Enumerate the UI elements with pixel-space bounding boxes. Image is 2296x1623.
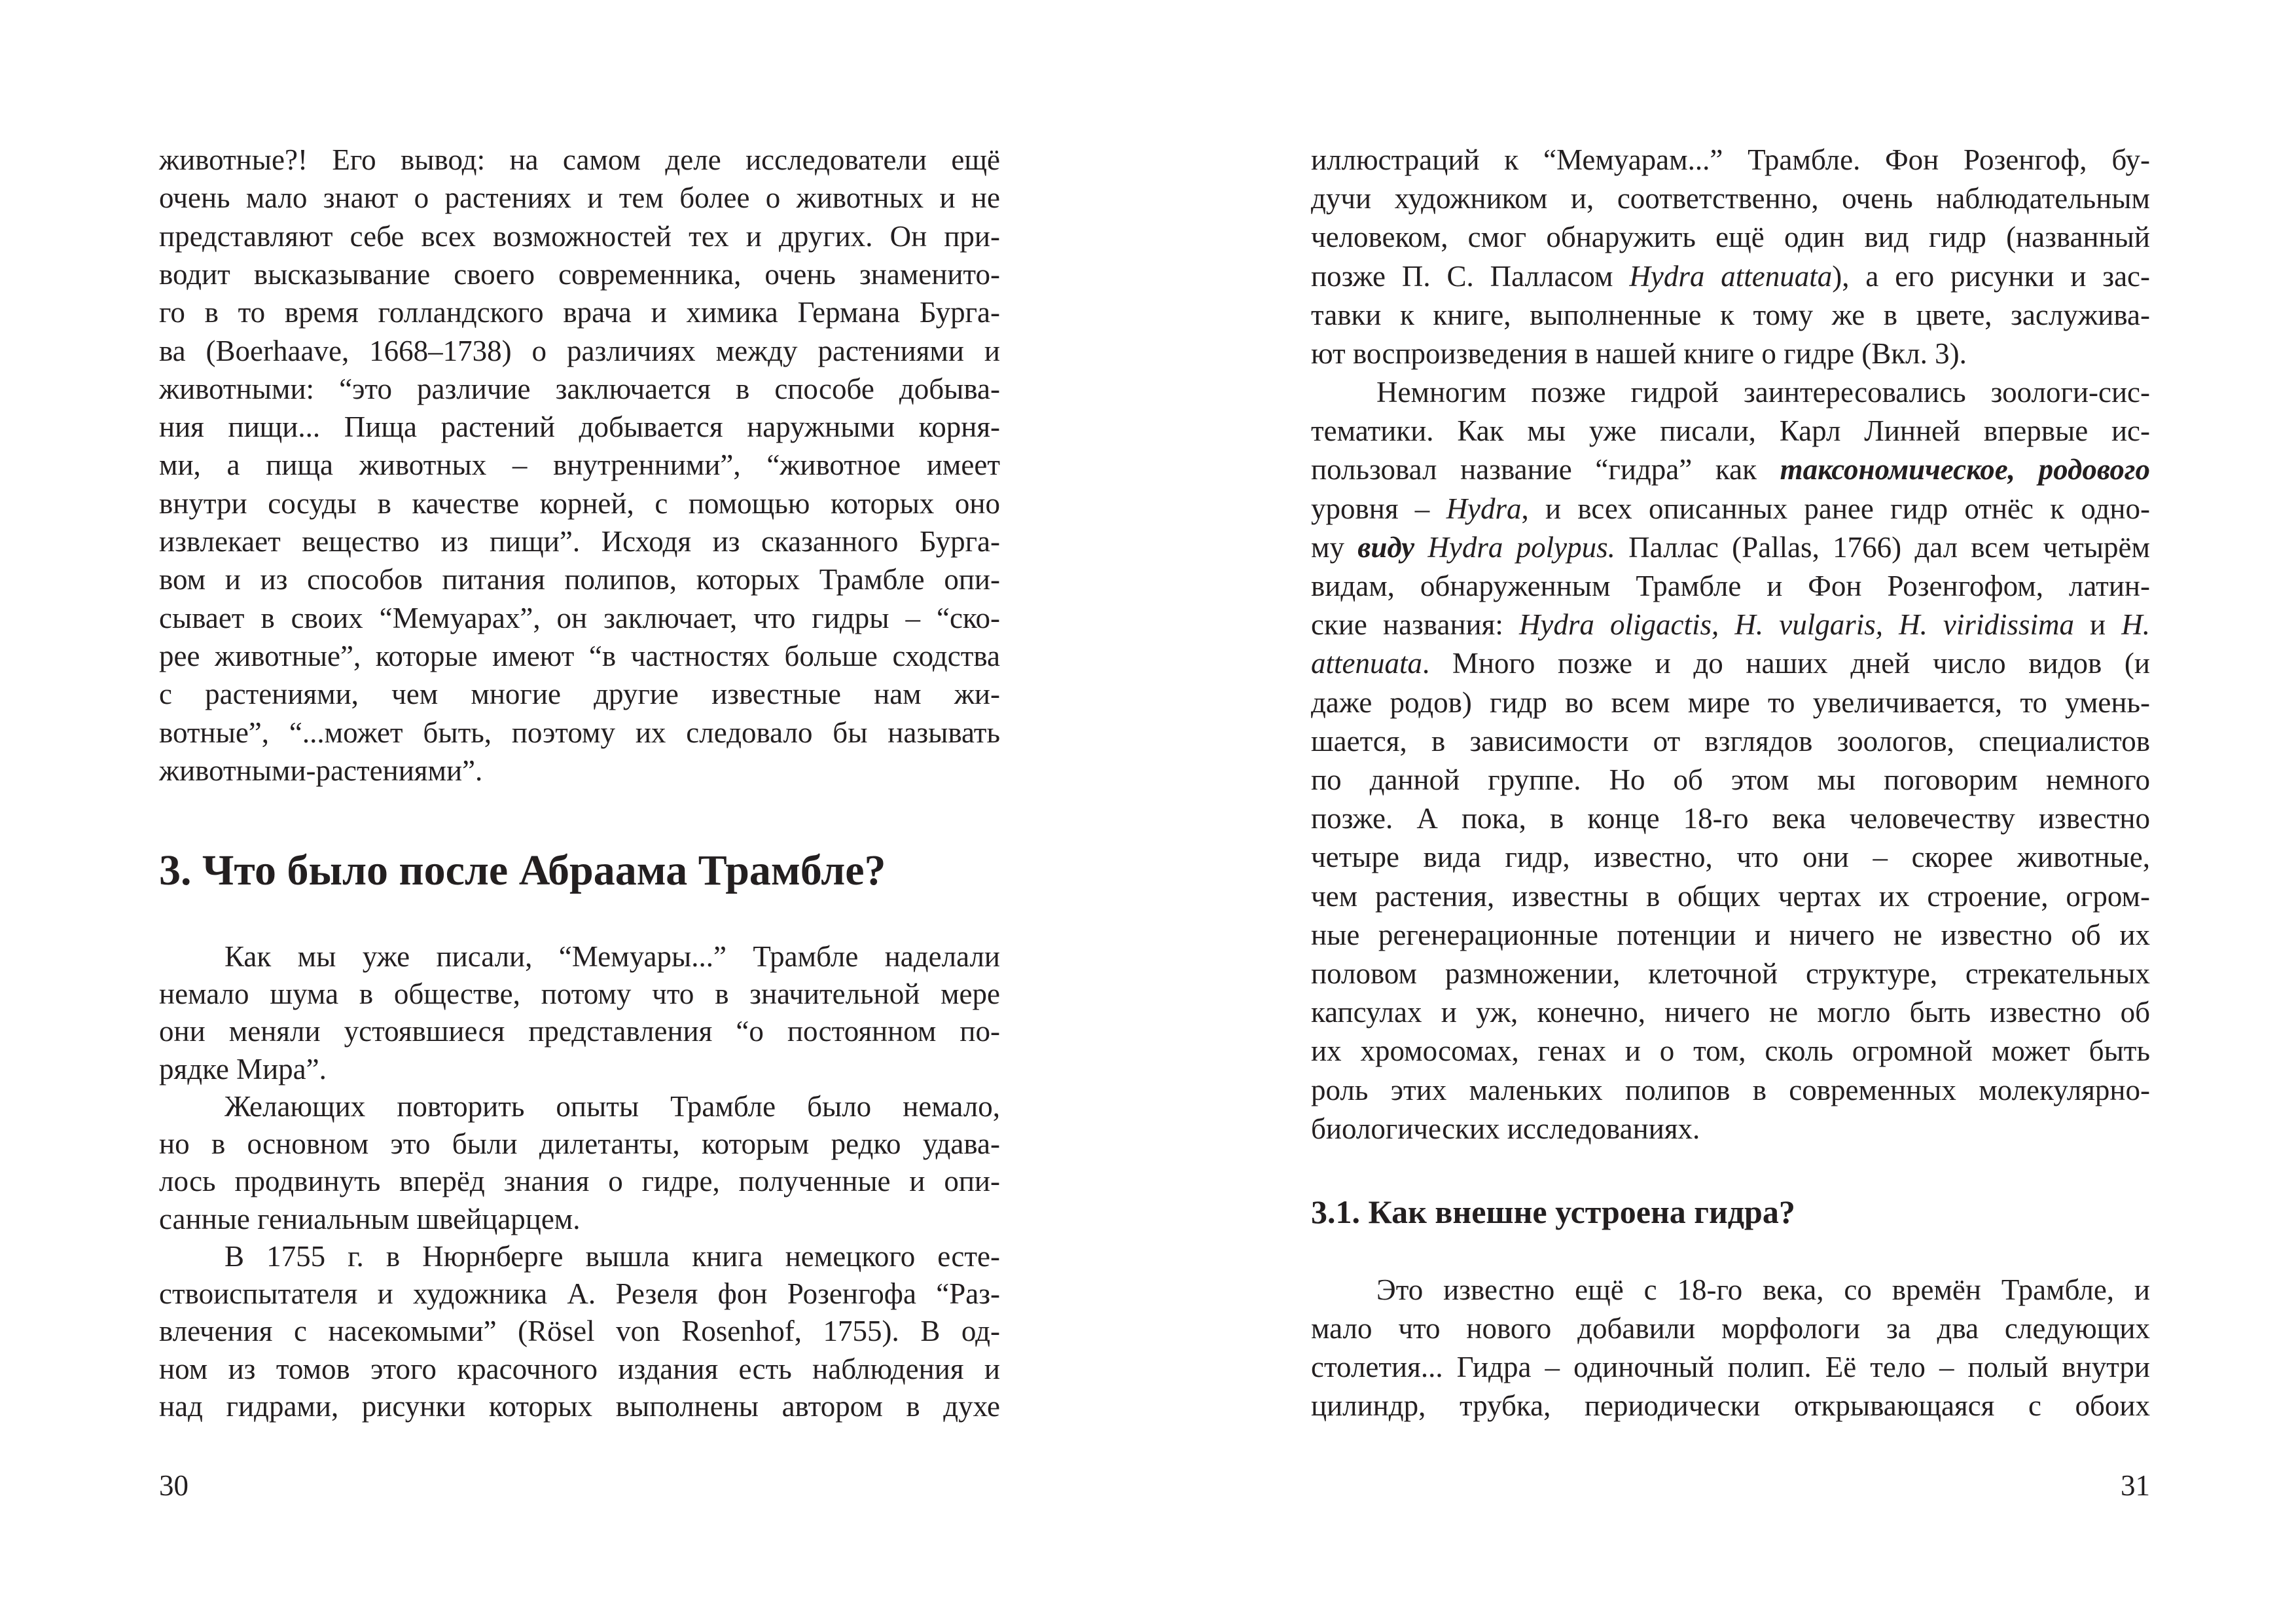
text-run: вом и из способов питания полипов, которых Трамбле опи- — [159, 563, 1000, 596]
text-run: санные гениальным швейцарцем. — [159, 1202, 581, 1235]
text-run: тавки к книге, выполненные к тому же в цвете, заслужива- — [1311, 298, 2150, 331]
bold-italic-text: таксономическое, родового — [1780, 453, 2150, 486]
text-line — [159, 714, 1000, 752]
text-run: иллюстраций к “Мемуарам...” Трамбле. Фон Розенгоф, бу- — [1311, 143, 2150, 176]
text-run: человеком, смог обнаружить ещё один вид гидр (названный — [1311, 221, 2150, 254]
text-run: ют воспроизведения в нашей книге о гидре (Вкл. 3). — [1311, 337, 1967, 370]
text-line — [1311, 1309, 2150, 1347]
text-line — [159, 1275, 1000, 1313]
text-run: видам, обнаруженным Трамбле и Фон Розенгофом, латин- — [1311, 570, 2150, 602]
text-run: ва (Boerhaave, 1668–1738) о различиях между растениями и — [159, 334, 1000, 367]
text-run: ном из томов этого красочного издания есть наблюдения и — [159, 1352, 1000, 1385]
text-line — [159, 1050, 1000, 1088]
text-run: дучи художником и, соответственно, очень наблюдательным — [1311, 182, 2150, 215]
italic-text: Hydra oligactis, H. vulgaris, H. viridissima — [1518, 608, 2074, 642]
text-run: животные?! Его вывод: на самом деле исследователи ещё — [159, 143, 1000, 176]
text-line — [159, 637, 1000, 675]
text-run: Как мы уже писали, “Мемуары...” Трамбле наделали — [224, 940, 1000, 973]
text-run: пользовал название “гидра” как — [1311, 453, 1780, 486]
text-run: ские названия: — [1311, 608, 1519, 642]
text-line — [224, 938, 1000, 976]
text-line — [159, 179, 1000, 217]
text-line — [1311, 722, 2150, 760]
text-run: роль этих маленьких полипов в современных молекулярно- — [1311, 1073, 2150, 1106]
text-run: по данной группе. Но об этом мы поговорим немного — [1311, 763, 2150, 796]
text-line — [1311, 179, 2150, 217]
text-run: животными-растениями”. — [159, 754, 483, 787]
text-line — [159, 1312, 1000, 1350]
text-line — [159, 522, 1000, 560]
text-run: уровня – — [1311, 492, 1446, 525]
text-line — [224, 1087, 1000, 1125]
text-run: капсулах и уж, конечно, ничего не могло быть известно об — [1311, 996, 2150, 1029]
text-line — [1311, 567, 2150, 605]
text-run: му — [1311, 530, 1358, 564]
text-line — [1311, 799, 2150, 837]
text-run: столетия... Гидра – одиночный полип. Её тело – полый внутри — [1311, 1351, 2150, 1383]
text-line — [1311, 606, 2150, 644]
text-line — [1311, 141, 2150, 179]
text-run — [1414, 531, 1427, 564]
subsection-heading: 3.1. Как внешне устроена гидра? — [1311, 1194, 1795, 1230]
text-run: влечения с насекомыми” (Rösel von Rosenhof, 1755). В од- — [159, 1315, 1000, 1348]
text-line — [159, 675, 1000, 713]
text-line — [1311, 838, 2150, 876]
text-line — [1311, 257, 2150, 295]
text-line — [159, 484, 1000, 522]
text-run: сывает в своих “Мемуарах”, он заключает, что гидры – “ско- — [159, 601, 1000, 634]
text-line — [159, 332, 1000, 370]
section-heading: 3. Что было после Абраама Трамбле? — [159, 847, 886, 894]
text-run: но в основном это были дилетанты, которым редко удава- — [159, 1127, 1000, 1161]
page-number: 31 — [2121, 1469, 2150, 1502]
italic-text: Hydra — [1446, 492, 1522, 525]
text-line — [159, 1200, 1000, 1238]
text-run: ния пищи... Пища растений добывается наружными корня- — [159, 410, 1000, 444]
text-run: половом размножении, клеточной структуре, стрекательных — [1311, 957, 2150, 990]
text-run: извлекает вещество из пищи”. Исходя из сказанного Бурга- — [159, 525, 1000, 558]
text-run: ми, а пища животных – внутренними”, “животное имеет — [159, 448, 1000, 482]
text-line — [1311, 877, 2150, 915]
page-number: 30 — [159, 1469, 188, 1502]
text-run: цилиндр, трубка, периодически открывающаяся с обоих — [1311, 1389, 2150, 1422]
text-line — [1311, 296, 2150, 334]
text-line — [1376, 1271, 2150, 1309]
text-line — [1311, 955, 2150, 993]
text-line — [159, 752, 1000, 790]
text-line — [1311, 450, 2150, 488]
text-run: В 1755 г. в Нюрнберге вышла книга немецкого есте- — [224, 1240, 1000, 1273]
text-line — [159, 446, 1000, 484]
text-run: тематики. Как мы уже писали, Карл Линней впервые ис- — [1311, 414, 2150, 448]
text-line — [159, 293, 1000, 331]
text-run: вотные”, “...может быть, поэтому их следовало бы называть — [159, 716, 1000, 749]
text-run: , и всех описанных ранее гидр отнёс к одно- — [1521, 492, 2151, 525]
text-run: мало что нового добавили морфологи за два следующих — [1311, 1312, 2150, 1345]
text-run: даже родов) гидр во всем мире то увеличивается, то умень- — [1311, 685, 2150, 719]
text-run: рядке Мира”. — [159, 1052, 327, 1085]
italic-text: attenuata — [1311, 647, 1422, 680]
text-run: Желающих повторить опыты Трамбле было немало, — [224, 1090, 1000, 1123]
text-run: рее животные”, которые имеют “в частностях больше сходства — [159, 639, 1000, 672]
text-run: . Много позже и до наших дней число видов (и — [1422, 647, 2150, 680]
text-line — [1311, 335, 2150, 373]
text-run: четыре вида гидр, известно, что они – скорее животные, — [1311, 841, 2150, 874]
text-run: ные регенерационные потенции и ничего не известно об их — [1311, 918, 2150, 951]
text-run: ), а его рисунки и зас- — [1832, 259, 2151, 293]
text-line — [159, 141, 1000, 179]
text-line — [1311, 644, 2150, 682]
text-run: Это известно ещё с 18-го века, со времён Трамбле, и — [1376, 1273, 2150, 1306]
text-run: животными: “это различие заключается в способе добыва- — [159, 372, 1000, 405]
text-run: водит высказывание своего современника, очень знаменито- — [159, 257, 1000, 291]
text-run: чем растения, известны в общих чертах их строение, огром- — [1311, 879, 2150, 913]
text-line — [1311, 1032, 2150, 1070]
text-run: над гидрами, рисунки которых выполнены автором в духе — [159, 1389, 1000, 1423]
text-run: представляют себе всех возможностей тех и других. Он при- — [159, 219, 1000, 253]
text-line — [159, 217, 1000, 255]
italic-text: H. — [2121, 608, 2150, 642]
text-run: немало шума в обществе, потому что в значительной мере — [159, 977, 1000, 1011]
text-line — [1311, 916, 2150, 954]
text-line — [1311, 490, 2150, 528]
text-run: Паллас (Pallas, 1766) дал всем четырём — [1615, 530, 2150, 564]
text-line — [1311, 1110, 2150, 1148]
text-line — [1376, 373, 2150, 411]
text-line — [159, 370, 1000, 408]
text-run: очень мало знают о растениях и тем более о животных и не — [159, 181, 1000, 215]
italic-text: Hydra polypus. — [1427, 530, 1615, 564]
text-line — [1311, 528, 2150, 566]
bold-italic-text: виду — [1357, 530, 1415, 564]
text-line — [159, 975, 1000, 1013]
text-run: позже П. С. Палласом — [1311, 259, 1630, 293]
text-run: ствоиспытателя и художника А. Резеля фон Розенгофа “Раз- — [159, 1277, 1000, 1311]
text-line — [1311, 993, 2150, 1031]
text-line — [159, 599, 1000, 637]
text-run: Немногим позже гидрой заинтересовались зоологи-сис- — [1376, 376, 2150, 409]
text-run: и — [2073, 608, 2122, 642]
text-line — [159, 1162, 1000, 1200]
italic-text: Hydra attenuata — [1629, 259, 1833, 293]
text-run: внутри сосуды в качестве корней, с помощью которых оно — [159, 486, 1000, 520]
text-line — [159, 1350, 1000, 1388]
text-run: шается, в зависимости от взглядов зоологов, специалистов — [1311, 724, 2150, 757]
text-line — [159, 408, 1000, 446]
text-line — [1311, 1348, 2150, 1386]
text-run: их хромосомах, генах и о том, сколь огромной может быть — [1311, 1034, 2150, 1068]
text-run: го в то время голландского врача и химика Германа Бурга- — [159, 296, 1000, 329]
text-line — [1311, 1387, 2150, 1425]
text-line — [1311, 1071, 2150, 1109]
text-line — [224, 1237, 1000, 1275]
text-line — [159, 1125, 1000, 1163]
text-line — [1311, 761, 2150, 799]
text-run: лось продвинуть вперёд знания о гидре, полученные и опи- — [159, 1165, 1000, 1198]
text-run: биологических исследованиях. — [1311, 1112, 1700, 1145]
text-line — [1311, 412, 2150, 450]
text-run: они меняли устоявшиеся представления “о постоянном по- — [159, 1015, 1000, 1048]
text-line — [159, 1012, 1000, 1050]
text-line — [159, 255, 1000, 293]
text-line — [159, 560, 1000, 598]
text-line — [1311, 218, 2150, 256]
text-line — [159, 1387, 1000, 1425]
text-line — [1311, 684, 2150, 721]
text-run: с растениями, чем многие другие известные нам жи- — [159, 678, 1000, 711]
text-run: позже. А пока, в конце 18-го века человечеству известно — [1311, 802, 2150, 835]
right-page — [1148, 0, 2296, 1623]
